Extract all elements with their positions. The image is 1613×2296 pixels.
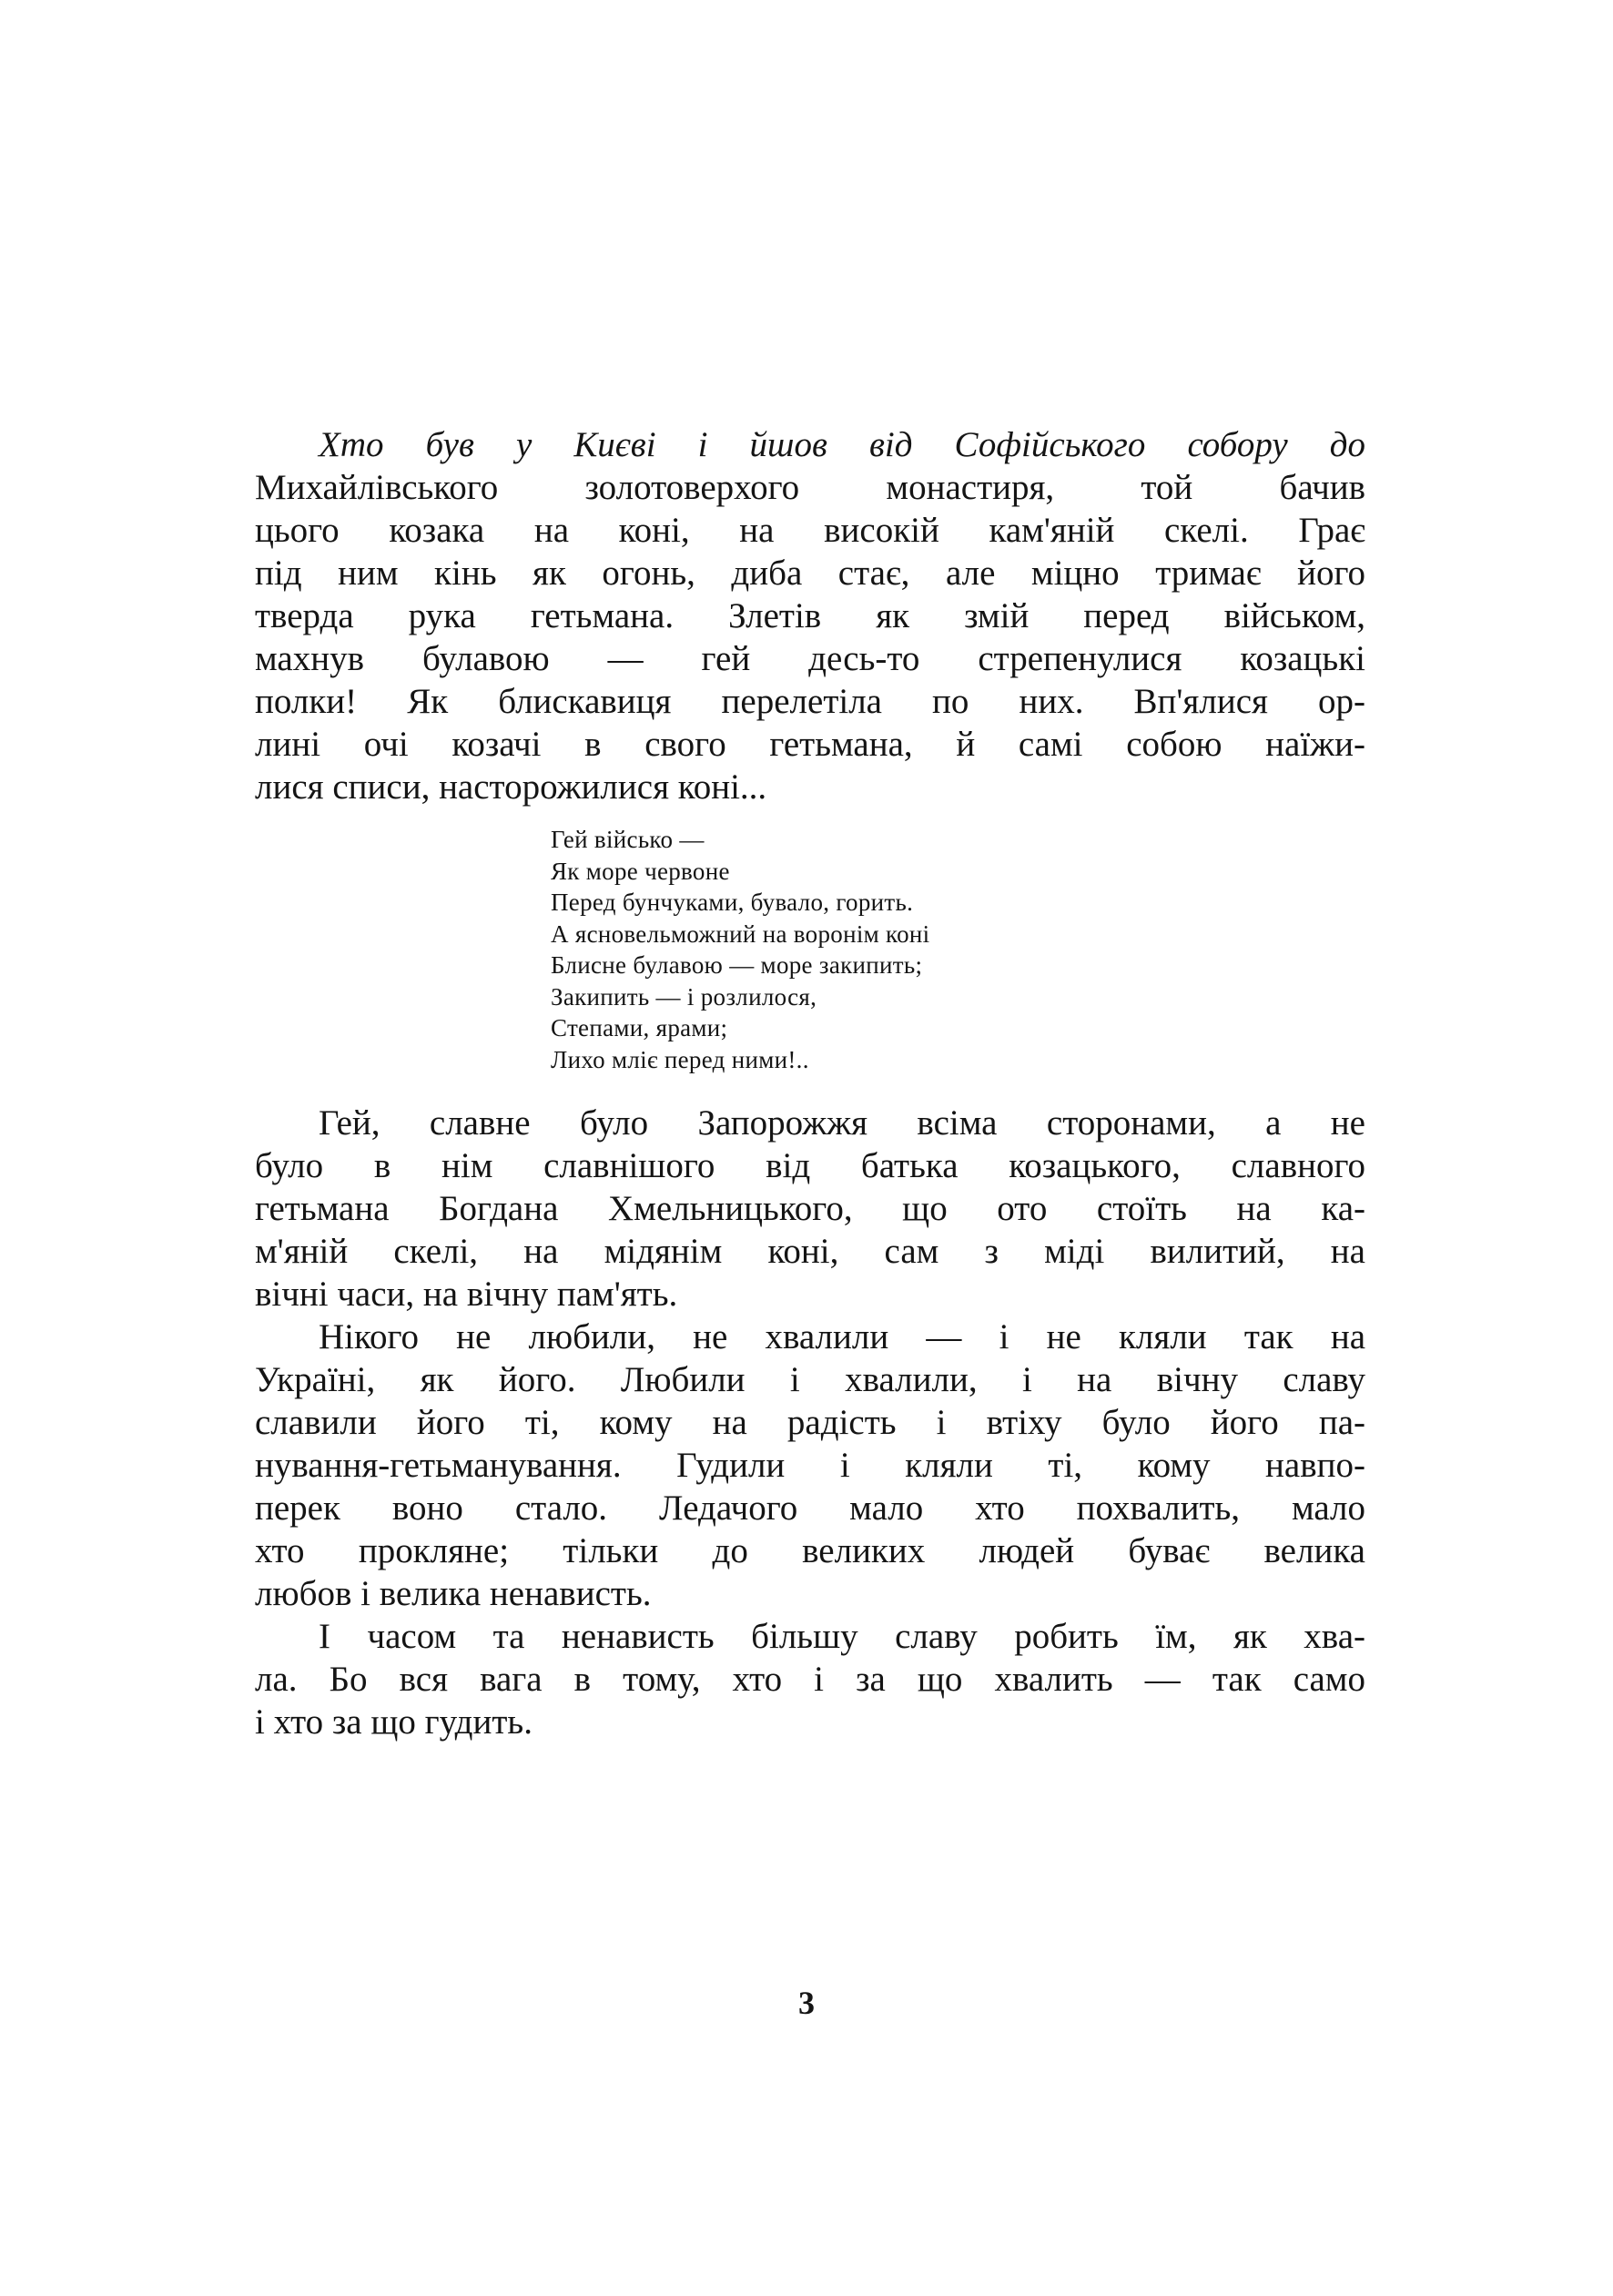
intro-line: лині очі козачі в свого гетьмана, й самі собою наїжи- bbox=[255, 725, 1365, 764]
paragraph-line: було в нім славнішого від батька козацького, славного bbox=[255, 1146, 1365, 1185]
paragraph-1 bbox=[255, 1102, 1365, 1316]
poem-quote bbox=[551, 824, 929, 1075]
intro-line: махнув булавою — гей десь-то стрепенулися козацькі bbox=[255, 639, 1365, 678]
paragraph-line: перек воно стало. Ледачого мало хто похвалить, мало bbox=[255, 1488, 1365, 1528]
poem-line: А ясновельможний на воронім коні bbox=[551, 919, 930, 948]
poem-line: Перед бунчуками, бувало, горить. bbox=[551, 889, 914, 916]
poem-line: Закипить — і розлилося, bbox=[551, 982, 817, 1011]
intro-line: тверда рука гетьмана. Злетів як змій перед військом, bbox=[255, 596, 1365, 635]
poem-line: Степами, ярами; bbox=[551, 1014, 728, 1041]
intro-line: під ним кінь як огонь, диба стає, але міцно тримає його bbox=[255, 554, 1365, 593]
paragraph-line: вічні часи, на вічну пам'ять. bbox=[255, 1275, 678, 1314]
paragraph-line: славили його ті, кому на радість і втіху було його па- bbox=[255, 1403, 1365, 1442]
intro-line: цього козака на коні, на високій кам'яній скелі. Грає bbox=[255, 511, 1365, 550]
intro-line: лися списи, насторожилися коні... bbox=[255, 767, 767, 807]
paragraph-line: гетьмана Богдана Хмельницького, що ото стоїть на ка- bbox=[255, 1189, 1365, 1228]
paragraph-line: Нікого не любили, не хвалили — і не кляли так на bbox=[319, 1317, 1365, 1356]
paragraph-line: Україні, як його. Любили і хвалили, і на вічну славу bbox=[255, 1360, 1365, 1399]
poem-line: Блисне булавою — море закипить; bbox=[551, 951, 923, 979]
paragraph-line: Гей, славне було Запорожжя всіма сторонами, а не bbox=[319, 1103, 1365, 1143]
paragraph-3 bbox=[255, 1615, 1365, 1743]
poem-line: Гей військо — bbox=[551, 826, 705, 853]
intro-line: полки! Як блискавиця перелетіла по них. Вп'ялися ор- bbox=[255, 682, 1365, 721]
paragraph-line: ла. Бо вся вага в тому, хто і за що хвалить — так само bbox=[255, 1660, 1365, 1699]
body-text bbox=[255, 1102, 1365, 1743]
paragraph-line: любов і велика ненависть. bbox=[255, 1574, 652, 1613]
paragraph-2 bbox=[255, 1316, 1365, 1615]
intro-line: Михайлівського золотоверхого монастиря, той бачив bbox=[255, 468, 1365, 507]
page-number: 3 bbox=[798, 1985, 815, 2021]
paragraph-line: нування-гетьманування. Гудили і кляли ті, кому навпо- bbox=[255, 1446, 1365, 1485]
paragraph-line: І часом та ненависть більшу славу робить їм, як хва- bbox=[319, 1617, 1365, 1656]
paragraph-line: м'яній скелі, на мідянім коні, сам з міді вилитий, на bbox=[255, 1232, 1365, 1271]
paragraph-line: хто прокляне; тільки до великих людей буває велика bbox=[255, 1531, 1365, 1570]
intro-paragraph bbox=[255, 423, 1365, 808]
poem-line: Лихо мліє перед ними!.. bbox=[551, 1045, 809, 1073]
poem-line: Як море червоне bbox=[551, 857, 730, 885]
intro-italic-line: Хто був у Києві і йшов від Софійського собору до bbox=[319, 425, 1365, 464]
paragraph-line: і хто за що гудить. bbox=[255, 1702, 533, 1742]
